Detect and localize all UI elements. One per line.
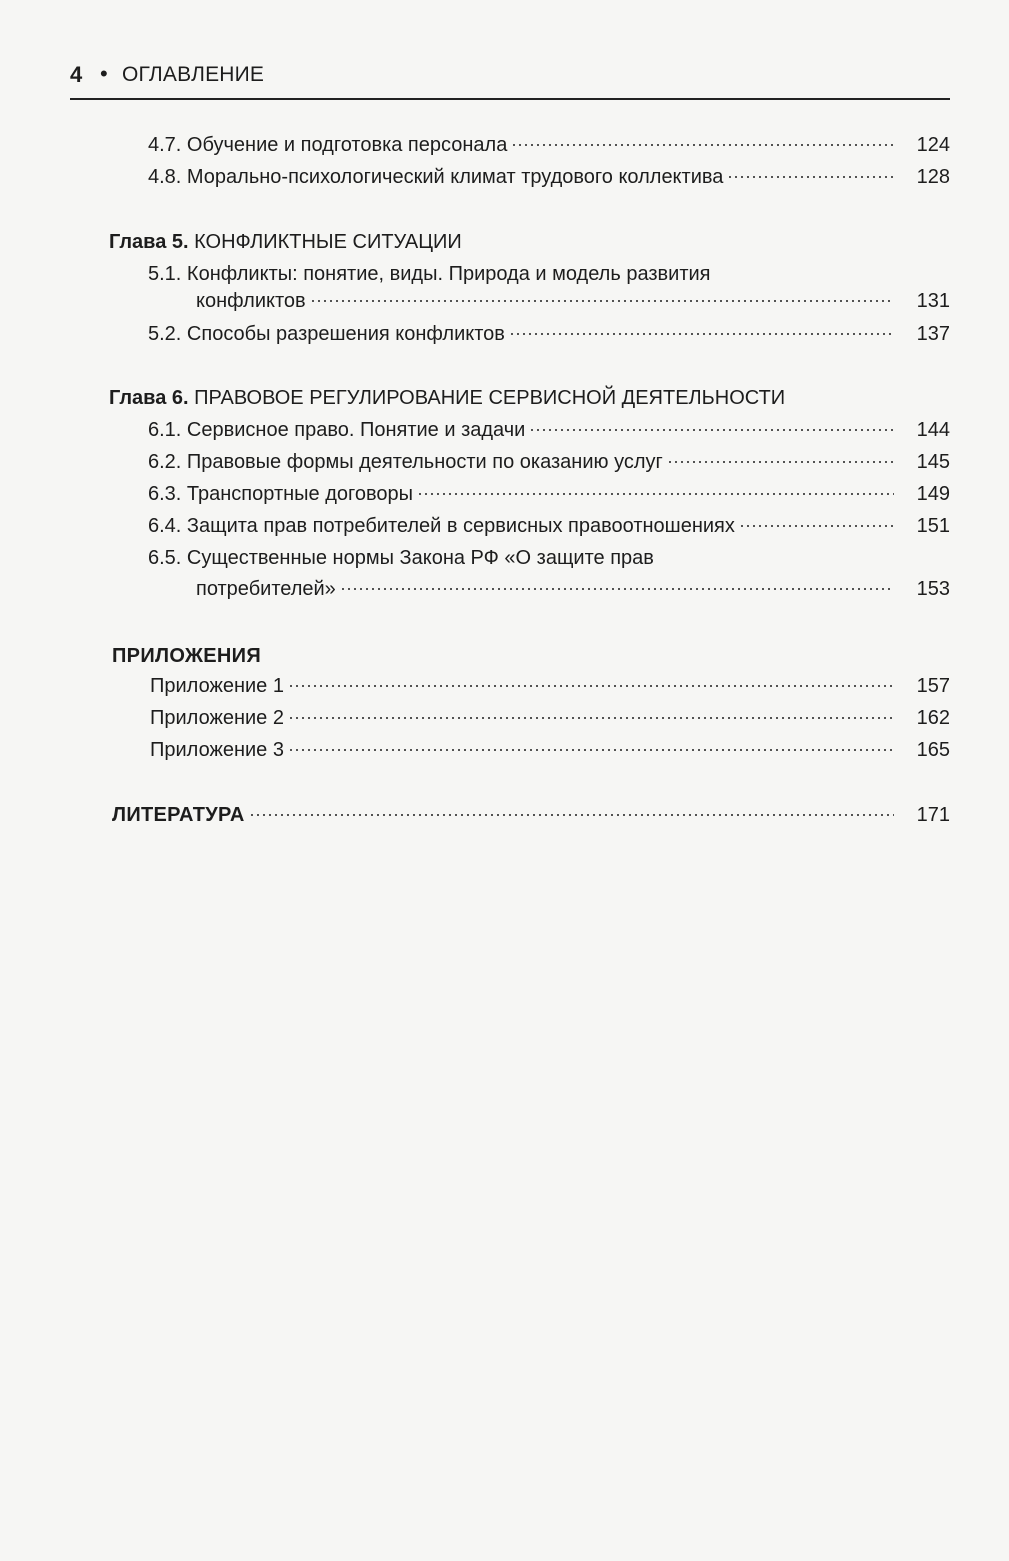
header-bullet: • — [100, 61, 108, 86]
toc-entry-title: Приложение 3 — [150, 739, 284, 761]
toc-entry-5-2[interactable] — [148, 319, 950, 349]
toc-entry-page: 124 — [916, 134, 950, 156]
toc-entry-6-1[interactable] — [148, 415, 950, 445]
chapter-title: КОНФЛИКТНЫЕ СИТУАЦИИ — [194, 231, 462, 253]
header-title: ОГЛАВЛЕНИЕ — [122, 63, 265, 86]
dot-leader — [249, 814, 894, 816]
toc-entry-title: 6.2. Правовые формы деятельности по оказанию услуг — [148, 451, 663, 473]
toc-entry-5-1-line1[interactable]: 5.1. Конфликты: понятие, виды. Природа и модель развития — [148, 263, 711, 285]
toc-entry-4-8[interactable] — [148, 162, 950, 192]
toc-entry-page: 171 — [916, 804, 950, 826]
toc-entry-4-7[interactable] — [148, 130, 950, 160]
toc-entry-page: 162 — [916, 707, 950, 729]
toc-entry-page: 131 — [916, 290, 950, 312]
toc-entry-title: Приложение 1 — [150, 675, 284, 697]
chapter-6-heading[interactable] — [109, 383, 785, 413]
dot-leader — [511, 144, 894, 146]
toc-entry-appendix-3[interactable] — [150, 735, 950, 765]
toc-entry-5-1[interactable] — [196, 286, 950, 316]
chapter-title: ПРАВОВОЕ РЕГУЛИРОВАНИЕ СЕРВИСНОЙ ДЕЯТЕЛЬНОСТИ — [194, 387, 786, 409]
toc-entry-page: 157 — [916, 675, 950, 697]
toc-entry-title: 5.2. Способы разрешения конфликтов — [148, 323, 505, 345]
toc-entry-title: 6.3. Транспортные договоры — [148, 483, 413, 505]
toc-entry-page: 149 — [916, 483, 950, 505]
toc-entry-appendix-1[interactable] — [150, 671, 950, 701]
toc-entry-title: 6.4. Защита прав потребителей в сервисных правоотношениях — [148, 515, 735, 537]
dot-leader — [417, 493, 894, 495]
dot-leader — [340, 588, 894, 590]
toc-entry-literature[interactable] — [112, 800, 950, 830]
toc-entry-page: 145 — [916, 451, 950, 473]
dot-leader — [529, 429, 894, 431]
dot-leader — [509, 333, 894, 335]
toc-entry-title: 4.8. Морально-психологический климат трудового коллектива — [148, 166, 724, 188]
chapter-5-heading[interactable] — [109, 227, 462, 257]
chapter-label: Глава 6. — [109, 387, 189, 409]
toc-entry-page: 128 — [916, 166, 950, 188]
toc-entry-title: потребителей» — [196, 578, 336, 600]
toc-entry-title: ЛИТЕРАТУРА — [112, 804, 245, 826]
dot-leader — [310, 300, 894, 302]
dot-leader — [288, 749, 894, 751]
dot-leader — [288, 717, 894, 719]
page-number: 4 — [70, 62, 83, 87]
dot-leader — [667, 461, 894, 463]
toc-entry-page: 165 — [916, 739, 950, 761]
toc-entry-6-4[interactable] — [148, 511, 950, 541]
toc-entry-page: 137 — [916, 323, 950, 345]
chapter-label: Глава 5. — [109, 231, 189, 253]
toc-entry-6-3[interactable] — [148, 479, 950, 509]
toc-entry-title: Приложение 2 — [150, 707, 284, 729]
dot-leader — [288, 685, 894, 687]
toc-entry-title: 6.1. Сервисное право. Понятие и задачи — [148, 419, 526, 441]
toc-entry-page: 151 — [916, 515, 950, 537]
toc-entry-6-5[interactable] — [196, 574, 950, 604]
toc-entry-page: 144 — [916, 419, 950, 441]
toc-entry-title: конфликтов — [196, 290, 306, 312]
running-header — [70, 60, 950, 100]
toc-entry-appendix-2[interactable] — [150, 703, 950, 733]
dot-leader — [739, 525, 894, 527]
toc-entry-6-2[interactable] — [148, 447, 950, 477]
appendices-heading[interactable]: ПРИЛОЖЕНИЯ — [112, 645, 262, 667]
toc-entry-title: 4.7. Обучение и подготовка персонала — [148, 134, 508, 156]
toc-entry-page: 153 — [916, 578, 950, 600]
toc-entry-6-5-line1[interactable]: 6.5. Существенные нормы Закона РФ «О защите прав — [148, 547, 654, 569]
dot-leader — [727, 176, 894, 178]
